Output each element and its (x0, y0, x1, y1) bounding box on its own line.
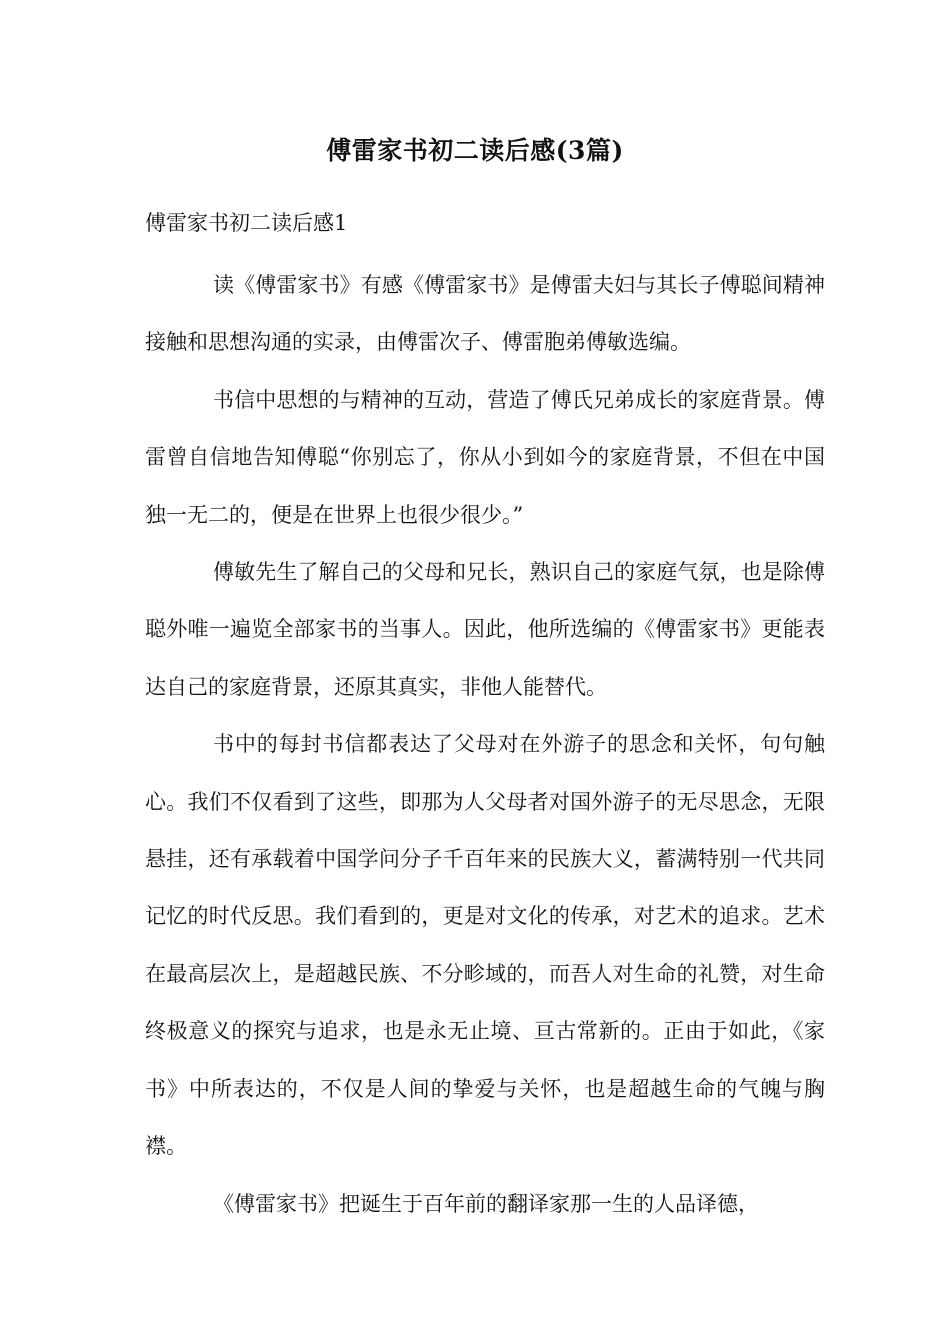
section-heading: 傅雷家书初二读后感1 (145, 211, 348, 235)
paragraph-2: 书信中思想的与精神的互动，营造了傅氏兄弟成长的家庭背景。傅雷曾自信地告知傅聪“你别忘了，你从小到如今的家庭背景，不但在中国独一无二的，便是在世界上也很少很少。” (145, 387, 825, 527)
paragraph-4: 书中的每封书信都表达了父母对在外游子的思念和关怀，句句触心。我们不仅看到了这些，即那为人父母者对国外游子的无尽思念，无限悬挂，还有承载着中国学问分子千百年来的民族大义，蓄满特别一代共同记忆的时代反思。我们看到的，更是对文化的传承，对艺术的追求。艺术在最高层次上，是超越民族、不分畛域的，而吾人对生命的礼赞，对生命终极意义的探究与追求，也是永无止境、亘古常新的。正由于如此，《家书》中所表达的，不仅是人间的挚爱与关怀，也是超越生命的气魄与胸襟。 (145, 732, 825, 1159)
paragraph-5: 《傅雷家书》把诞生于百年前的翻译家那一生的人品译德， (213, 1191, 759, 1216)
paragraph-3: 傅敏先生了解自己的父母和兄长，熟识自己的家庭气氛，也是除傅聪外唯一遍览全部家书的当事人。因此，他所选编的《傅雷家书》更能表达自己的家庭背景，还原其真实，非他人能替代。 (145, 560, 825, 699)
document-title: 傅雷家书初二读后感(3篇) (326, 136, 624, 165)
document-body (145, 257, 825, 1233)
paragraph-1: 读《傅雷家书》有感《傅雷家书》是傅雷夫妇与其长子傅聪间精神接触和思想沟通的实录，由傅雷次子、傅雷胞弟傅敏选编。 (145, 273, 825, 355)
